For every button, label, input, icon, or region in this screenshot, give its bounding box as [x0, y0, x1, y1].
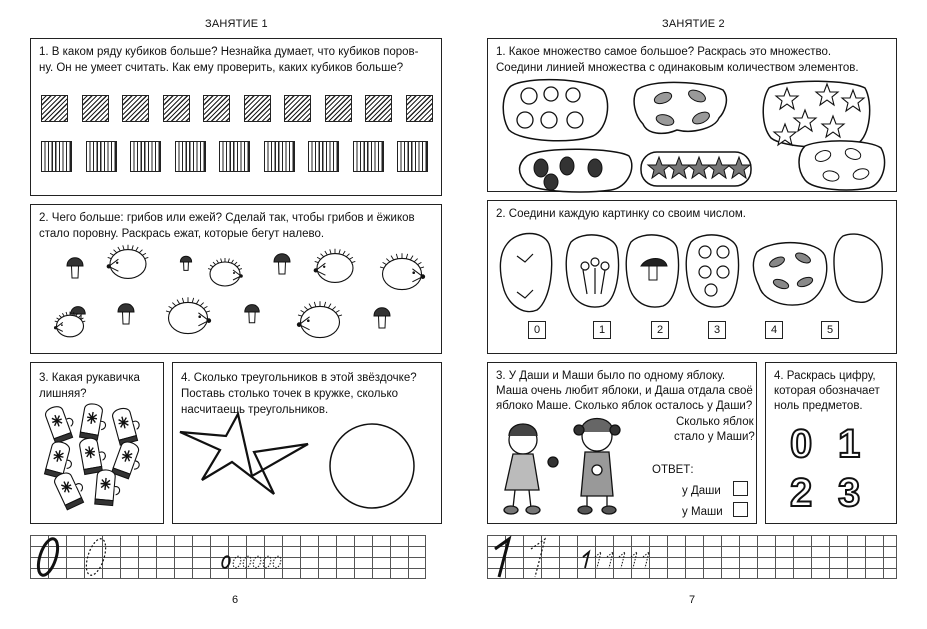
set-leaves2-blob	[799, 141, 885, 190]
cube-vertical	[397, 141, 428, 172]
hedgehog-icon	[380, 253, 425, 289]
mushroom-icon	[374, 308, 390, 328]
mitten-icon	[80, 403, 109, 442]
mushroom-icon	[118, 304, 134, 324]
cube-diagonal	[284, 95, 311, 122]
outline-digit-3[interactable]: 3	[838, 471, 861, 515]
one-small-dotted-row	[595, 552, 649, 568]
number-box-4[interactable]: 4	[765, 321, 783, 339]
cube-vertical	[353, 141, 384, 172]
cube-diagonal	[122, 95, 149, 122]
task1-box	[30, 38, 442, 196]
hedgehog-icon	[208, 258, 243, 286]
star-outline	[180, 414, 308, 494]
cube-diagonal	[163, 95, 190, 122]
cube-vertical	[41, 141, 72, 172]
apples-question-line1: Сколько яблок	[676, 416, 754, 428]
cube-diagonal	[406, 95, 433, 122]
mitten-icon	[111, 440, 145, 481]
answer-circle	[330, 424, 414, 508]
task4-text-line1: 4. Сколько треугольников в этой звёздочке?	[181, 372, 417, 384]
girl-masha	[574, 419, 620, 515]
hedgehog-icon	[166, 297, 211, 333]
cube-diagonal	[325, 95, 352, 122]
cube-diagonal	[82, 95, 109, 122]
number-box-1[interactable]: 1	[593, 321, 611, 339]
answer-label: ОТВЕТ:	[652, 464, 694, 476]
outline-digit-1[interactable]: 1	[838, 422, 861, 466]
task4-text-line2: Поставь столько точек в кружке, сколько	[181, 388, 399, 400]
picture-empty	[834, 234, 882, 302]
mitten-icon	[79, 436, 108, 475]
mushroom-icon	[180, 256, 191, 270]
set-leaves-blob	[634, 82, 726, 133]
digit-zero-copybook	[30, 535, 426, 579]
apples-question-line2: стало у Маши?	[674, 431, 755, 443]
hedgehog-icon	[107, 245, 149, 279]
number-box-3[interactable]: 3	[708, 321, 726, 339]
mittens-picture	[30, 362, 164, 524]
task3-text-line2: лишняя?	[39, 388, 87, 400]
matching-task-line1: 2. Соедини каждую картинку со своим числом.	[496, 208, 746, 220]
girls-picture	[487, 362, 667, 524]
sets-task-line1: 1. Какое множество самое большое? Раскрась это множество.	[496, 46, 832, 58]
mitten-icon	[111, 405, 143, 445]
zero-task-line1: 4. Раскрась цифру,	[774, 370, 876, 382]
star-and-circle-picture	[172, 362, 442, 524]
cube-vertical	[175, 141, 206, 172]
answer-dasha-label: у Даши	[682, 485, 721, 497]
answer-masha-label: у Маши	[682, 506, 723, 518]
cube-vertical	[219, 141, 250, 172]
picture-leaves	[753, 243, 826, 305]
picture-butterflies	[500, 234, 551, 312]
one-small-sample	[583, 552, 589, 568]
sets-task-line2: Соедини линией множества с одинаковым количеством элементов.	[496, 62, 859, 74]
zero-task-line3: ноль предметов.	[774, 400, 863, 412]
cube-vertical	[130, 141, 161, 172]
apples-task-line3: яблоко Маше. Сколько яблок осталось у Даши?	[496, 400, 753, 412]
zero-task-box	[765, 362, 897, 524]
task4-text-line3: насчитаешь треугольников.	[181, 404, 329, 416]
right-page-number: 7	[689, 594, 696, 606]
one-dotted-trace	[531, 539, 545, 577]
task2-text-line2: стало поровну. Раскрась ежат, которые бегут налево.	[39, 228, 325, 240]
cube-diagonal	[244, 95, 271, 122]
mushroom-icon	[67, 258, 83, 278]
cube-diagonal	[365, 95, 392, 122]
sets-picture	[487, 38, 897, 192]
cube-vertical	[264, 141, 295, 172]
girl-dasha	[504, 424, 558, 514]
number-box-0[interactable]: 0	[528, 321, 546, 339]
answer-masha-box[interactable]	[733, 502, 748, 517]
digit-one-copybook	[487, 535, 897, 579]
number-box-5[interactable]: 5	[821, 321, 839, 339]
picture-flowers	[566, 235, 618, 307]
mushroom-icon	[245, 305, 259, 323]
cube-vertical	[308, 141, 339, 172]
left-page-number: 6	[232, 594, 239, 606]
hedgehog-icon	[54, 312, 85, 337]
task1-text-line1: 1. В каком ряду кубиков больше? Незнайка думает, что кубиков поров-	[39, 46, 419, 58]
zero-sample	[35, 536, 62, 577]
number-box-2[interactable]: 2	[651, 321, 669, 339]
zero-small-sample	[221, 555, 231, 569]
cube-diagonal	[41, 95, 68, 122]
answer-dasha-box[interactable]	[733, 481, 748, 496]
hedgehog-icon	[314, 249, 356, 283]
zero-dotted-trace	[83, 536, 110, 577]
apples-task-line1: 3. У Даши и Маши было по одному яблоку.	[496, 370, 726, 382]
zero-small-dotted-row	[232, 555, 282, 569]
outline-digit-0[interactable]: 0	[790, 422, 813, 466]
one-sample	[495, 539, 509, 577]
hedgehog-icon	[297, 301, 342, 337]
zero-task-line2: которая обозначает	[774, 385, 880, 397]
mushrooms-hedgehogs-picture	[30, 204, 442, 354]
cube-vertical	[86, 141, 117, 172]
task3-text-line1: 3. Какая рукавичка	[39, 372, 140, 384]
cube-diagonal	[203, 95, 230, 122]
right-page-title: ЗАНЯТИЕ 2	[662, 18, 725, 30]
outline-digit-2[interactable]: 2	[790, 471, 813, 515]
mushroom-icon	[274, 254, 290, 274]
task2-text-line1: 2. Чего больше: грибов или ежей? Сделай так, чтобы грибов и ёжиков	[39, 212, 415, 224]
left-page-title: ЗАНЯТИЕ 1	[205, 18, 268, 30]
mitten-icon	[44, 403, 78, 444]
apples-task-line2: Маша очень любит яблоки, и Даша отдала своё	[496, 385, 753, 397]
task1-text-line2: ну. Он не умеет считать. Как ему проверить, каких кубиков больше?	[39, 62, 404, 74]
